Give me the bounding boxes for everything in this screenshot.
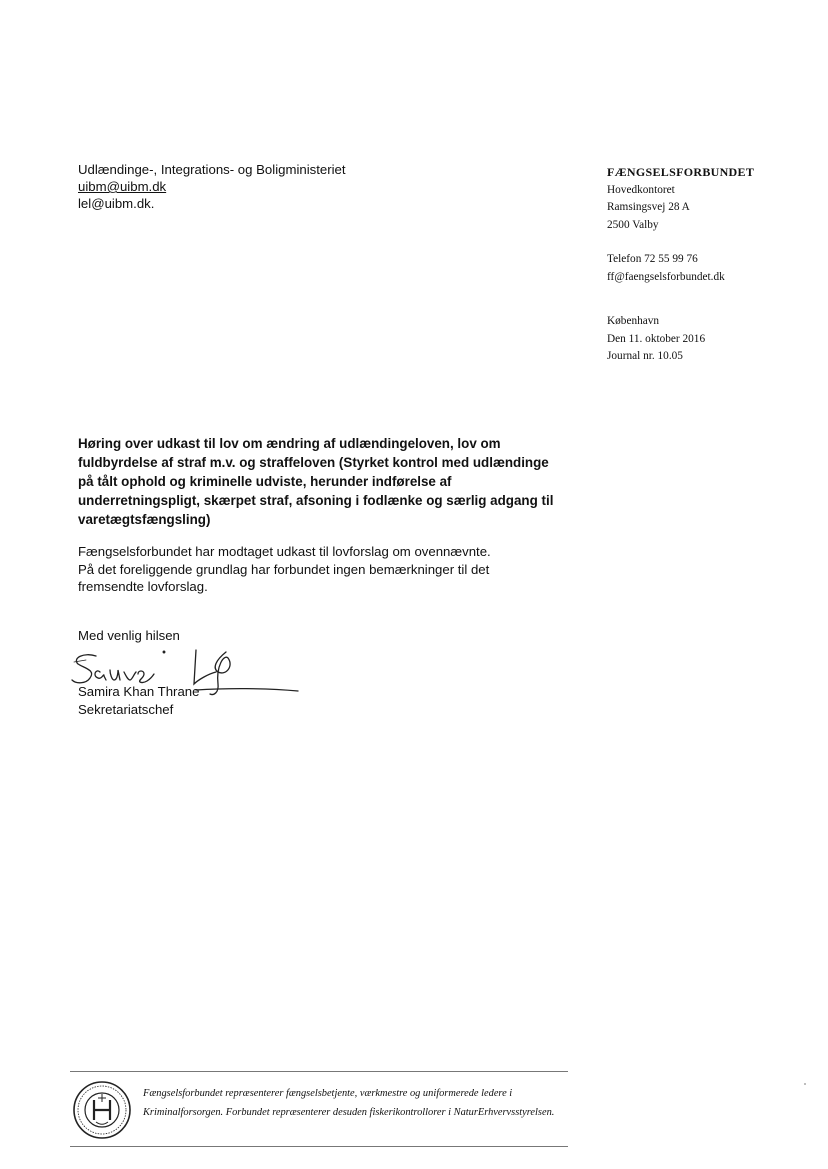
letter-date: Den 11. oktober 2016 (607, 332, 706, 345)
footer-divider-top (70, 1071, 568, 1072)
sender-office: Hovedkontoret (607, 183, 675, 196)
sender-email: ff@faengselsforbundet.dk (607, 270, 725, 283)
journal-number: Journal nr. 10.05 (607, 350, 683, 362)
sender-street: Ramsingsvej 28 A (607, 201, 690, 213)
footer-divider-bottom (70, 1146, 568, 1147)
letter-subject: Høring over udkast til lov om ændring af udlændingeloven, lov om fuldbyrdelse af straf m.v. og straffeloven (Styrket kontrol med udlændinge på tålt ophold og kriminelle udviste, herunder indførelse af underretningspligt, skærpet straf, afsoning i fodlænke og særlig adgang til varetægtsfængsling) (78, 436, 554, 527)
body-paragraph-2: På det foreliggende grundlag har forbundet ingen bemærkninger til det fremsendte lovforslag. (78, 561, 490, 594)
closing-greeting: Med venlig hilsen (78, 628, 180, 643)
recipient-email-2: lel@uibm.dk. (78, 196, 155, 211)
sender-place: København (607, 315, 660, 327)
sender-city: 2500 Valby (607, 218, 659, 231)
recipient-block (78, 161, 346, 212)
sender-block (607, 164, 754, 366)
letter-body (78, 543, 558, 596)
sender-organization: FÆNGSELSFORBUNDET (607, 165, 755, 179)
signatory-title: Sekretariatschef (78, 702, 174, 717)
sender-phone: Telefon 72 55 99 76 (607, 253, 698, 265)
recipient-email-link[interactable]: uibm@uibm.dk (78, 179, 167, 194)
footer-note: Fængselsforbundet repræsenterer fængselsbetjente, værkmestre og uniformerede ledere i Kriminalforsorgen. Forbundet repræsenterer desuden fiskerikontrollorer i NaturErhvervsstyrelsen. (143, 1088, 555, 1118)
union-seal-logo (72, 1080, 132, 1140)
recipient-name: Udlændinge-, Integrations- og Boligministeriet (78, 162, 346, 177)
signatory-name: Samira Khan Thrane (78, 684, 200, 699)
scan-speck (804, 1083, 806, 1085)
body-paragraph-1: Fængselsforbundet har modtaget udkast til lovforslag om ovennævnte. (78, 544, 491, 559)
